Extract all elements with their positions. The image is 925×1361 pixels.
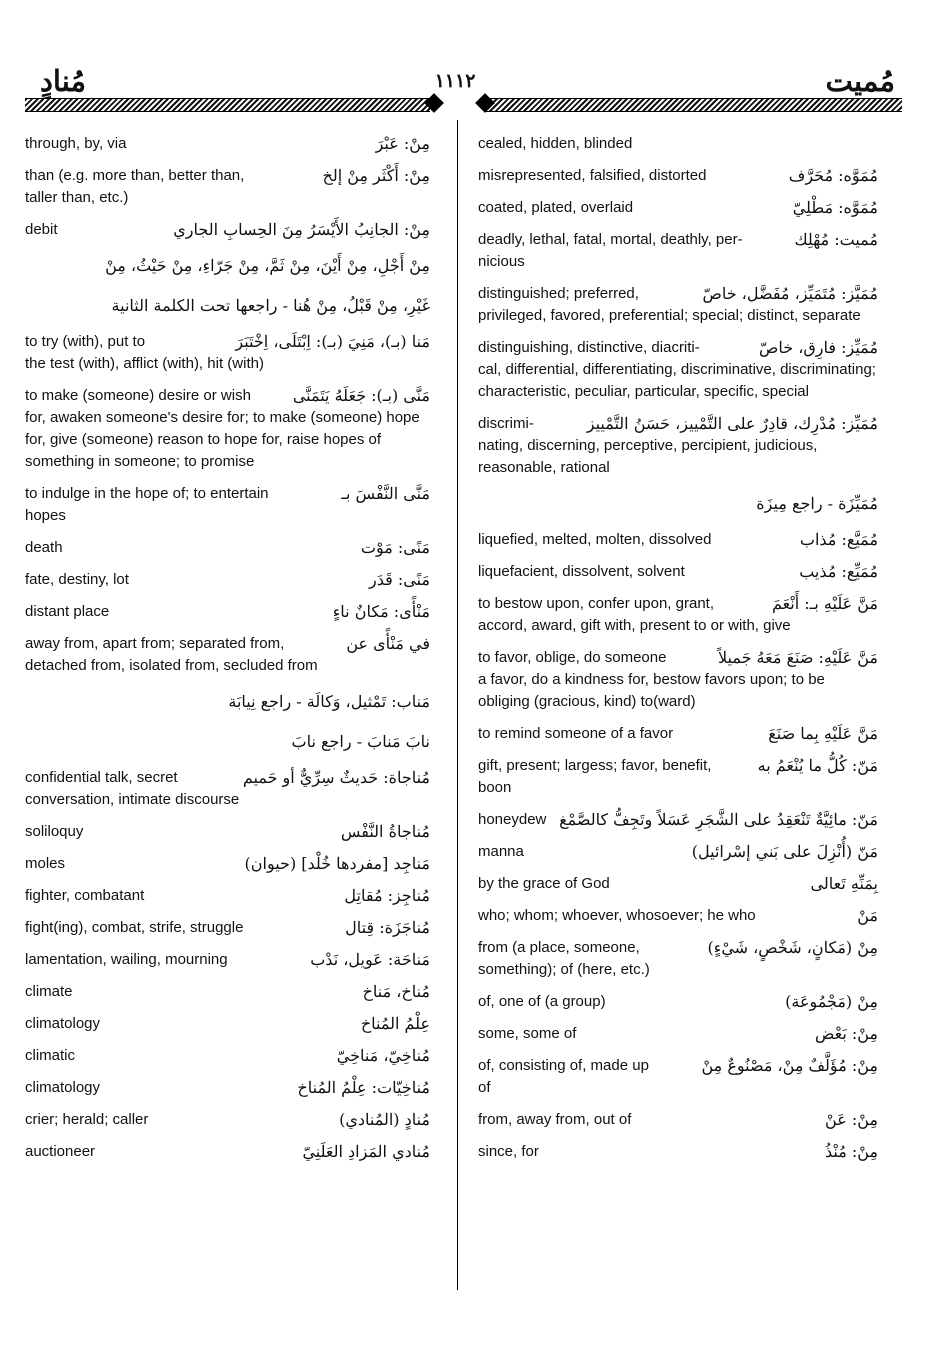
right-headword: مُميت: [825, 64, 895, 98]
dictionary-entry: [25, 687, 430, 717]
english-definition: climate: [25, 983, 73, 1000]
dictionary-entry: [25, 727, 430, 757]
dictionary-entry: [478, 723, 878, 745]
entry-row: [478, 647, 878, 669]
dictionary-entry: [478, 873, 878, 895]
entry-row: [478, 937, 878, 959]
dictionary-entry: [25, 1013, 430, 1035]
english-definition: since, for: [478, 1143, 539, 1160]
english-definition: cealed, hidden, blinded: [478, 135, 633, 152]
english-definition: deadly, lethal, fatal, mortal, deathly, per-: [478, 231, 743, 248]
dictionary-entry: [25, 537, 430, 559]
arabic-headword: مَنَّ عَلَيْهِ بِما صَنَعَ: [768, 724, 878, 743]
english-definition: to remind someone of a favor: [478, 725, 674, 742]
arabic-headword: مِنْ: مُؤَلَّفٌ مِنْ، مَصْنُوعٌ مِنْ: [701, 1056, 878, 1075]
arabic-headword: مُناخِيّات: عِلْمُ المُناخ: [297, 1078, 430, 1097]
entry-row: [25, 981, 430, 1003]
dictionary-entry: [478, 1055, 878, 1099]
dictionary-entry: [25, 917, 430, 939]
english-definition-continued: a favor, do a kindness for, bestow favors upon; to be obliging (gracious, kind) to(ward): [478, 671, 825, 710]
entry-row: [478, 165, 878, 187]
arabic-headword: مَنْ: [857, 906, 878, 925]
arabic-headword: مَنّ (أُنْزِلَ على بَني إسْرائيل): [691, 842, 878, 861]
entry-row: [478, 133, 878, 155]
arabic-headword: مُمَيِّز: فارِق، خاصّ: [759, 338, 878, 357]
entry-row: [25, 1141, 430, 1163]
entry-row: [25, 1109, 430, 1131]
dictionary-entry: [478, 809, 878, 831]
dictionary-entry: [25, 1109, 430, 1131]
english-definition: through, by, via: [25, 135, 127, 152]
dictionary-entry: [478, 905, 878, 927]
english-definition: by the grace of God: [478, 875, 610, 892]
column-divider: [457, 120, 458, 1290]
entry-row: [25, 483, 430, 505]
english-definition: than (e.g. more than, better than,: [25, 167, 245, 184]
english-definition: crier; herald; caller: [25, 1111, 149, 1128]
dictionary-entry: [25, 821, 430, 843]
arabic-headword: مِنْ: مُنْذُ: [824, 1142, 878, 1161]
arabic-headword: مَنا (بـ)، مَنِيَ (بـ): اِبْتَلَى، اِخْتَبَرَ: [235, 332, 430, 351]
dictionary-entry: [478, 1141, 878, 1163]
english-definition: climatology: [25, 1015, 101, 1032]
dictionary-entry: [478, 489, 878, 519]
english-definition: distinguishing, distinctive, diacriti-: [478, 339, 700, 356]
english-definition: distant place: [25, 603, 110, 620]
arabic-headword: مُناخِيّ، مَناخِيّ: [336, 1046, 430, 1065]
arabic-headword: مُمَيِّز: مُدْرِك، قادِرٌ على التَّمْييز، حَسَنُ التَّمْييز: [586, 414, 878, 433]
english-definition: discrimi-: [478, 415, 534, 432]
entry-row: [478, 283, 878, 305]
english-definition: distinguished; preferred,: [478, 285, 639, 302]
arabic-entry-line: نابَ مَنابَ - راجع نابَ: [291, 732, 430, 751]
entry-row: [478, 1141, 878, 1163]
entry-row: [25, 821, 430, 843]
arabic-headword: في مَنْأًى عن: [346, 634, 430, 653]
dictionary-entry: [25, 949, 430, 971]
entry-row: [478, 723, 878, 745]
english-definition-continued: detached from, isolated from, secluded from: [25, 657, 318, 674]
english-definition: from, away from, out of: [478, 1111, 632, 1128]
english-definition: climatic: [25, 1047, 76, 1064]
english-definition-continued: accord, award, gift with, present to or with, give: [478, 617, 791, 634]
english-definition: from (a place, someone,: [478, 939, 640, 956]
dictionary-entry: [25, 885, 430, 907]
english-definition: manna: [478, 843, 524, 860]
english-definition: fate, destiny, lot: [25, 571, 129, 588]
english-definition: honeydew: [478, 811, 547, 828]
english-definition-continued: conversation, intimate discourse: [25, 791, 240, 808]
arabic-headword: مُمَيَّع: مُذاب: [799, 530, 878, 549]
arabic-headword: مِنْ: عَنْ: [825, 1110, 878, 1129]
entry-row: [478, 337, 878, 359]
dictionary-entry: [25, 1077, 430, 1099]
dictionary-entry: [25, 569, 430, 591]
arabic-headword: مَنَّ عَلَيْهِ بـ: أَنْعَمَ: [771, 594, 878, 613]
english-definition-continued: taller than, etc.): [25, 189, 129, 206]
dictionary-entry: [25, 853, 430, 875]
entry-row: [478, 561, 878, 583]
dictionary-entry: [25, 251, 430, 281]
dictionary-entry: [25, 767, 430, 811]
dictionary-entry: [478, 413, 878, 479]
dictionary-entry: [478, 561, 878, 583]
arabic-headword: مُناجَزَة: قِتال: [345, 918, 430, 937]
arabic-headword: مَنَّى (بـ): جَعَلَهُ يَتَمَنَّى: [292, 386, 430, 405]
arabic-headword: مَنَّى النَّفْسَ بـ: [341, 484, 430, 503]
english-definition: to try (with), put to: [25, 333, 146, 350]
entry-row: [25, 1077, 430, 1099]
arabic-headword: مَنّ: مائِيَّةٌ تَنْعَقِدُ على الشَّجَرِ عَسَلاً وتَجِفُّ كالصَّمْغ: [559, 810, 878, 829]
english-definition: soliloquy: [25, 823, 84, 840]
entry-row: [25, 537, 430, 559]
entry-row: [478, 1023, 878, 1045]
english-definition: fighter, combatant: [25, 887, 145, 904]
header-ornament-right: [484, 98, 902, 112]
english-definition: lamentation, wailing, mourning: [25, 951, 228, 968]
page-number: ١١١٢: [434, 70, 476, 92]
dictionary-entry: [25, 483, 430, 527]
dictionary-entry: [478, 991, 878, 1013]
arabic-headword: مِنْ: أَكْثَر مِنْ إلخ: [322, 166, 430, 185]
arabic-headword: مُمَوَّه: مُحَرَّف: [788, 166, 878, 185]
dictionary-entry: [25, 633, 430, 677]
english-definition: confidential talk, secret: [25, 769, 178, 786]
entry-row: [478, 229, 878, 251]
arabic-headword: مُنادي المَزادِ العَلَنِيّ: [302, 1142, 430, 1161]
entry-row: [25, 165, 430, 187]
entry-row: [25, 949, 430, 971]
arabic-headword: مَناحَة: عَويل، نَدْب: [310, 950, 430, 969]
entry-row: [25, 917, 430, 939]
entry-row: [478, 809, 878, 831]
arabic-headword: مُمَوَّه: مَطْلِيّ: [792, 198, 878, 217]
entry-row: [478, 755, 878, 777]
entry-row: [25, 1045, 430, 1067]
entry-row: [25, 569, 430, 591]
dictionary-entry: [478, 647, 878, 713]
dictionary-entry: [478, 229, 878, 273]
arabic-headword: مَنْأًى: مَكانٌ ناءٍ: [332, 602, 430, 621]
arabic-entry-line: مَناب: تَمْثيل، وَكالَة - راجع نِيابَة: [228, 692, 430, 711]
dictionary-entry: [478, 133, 878, 155]
dictionary-entry: [25, 1141, 430, 1163]
arabic-entry-line: غَيْرِ، مِنْ قَبْلُ، مِنْ هُنا - راجعها تحت الكلمة الثانية: [111, 296, 430, 315]
english-definition: who; whom; whoever, whosoever; he who: [478, 907, 756, 924]
english-definition-continued: cal, differential, differentiating, discriminative, discriminating; characteristic, peculiar, particular, specific, special: [478, 361, 876, 400]
dictionary-entry: [25, 165, 430, 209]
english-definition-continued: boon: [478, 779, 512, 796]
english-definition: debit: [25, 221, 58, 238]
arabic-headword: مِنْ: الجانِبُ الأَيْسَرُ مِنَ الحِسابِ الجاري: [173, 220, 430, 239]
entry-row: [25, 1013, 430, 1035]
arabic-headword: مِنْ (مَكانٍ، شَخْصٍ، شَيْءٍ): [707, 938, 878, 957]
entry-row: [25, 767, 430, 789]
english-definition: liquefied, melted, molten, dissolved: [478, 531, 712, 548]
dictionary-entry: [478, 529, 878, 551]
english-definition: moles: [25, 855, 66, 872]
dictionary-entry: [478, 937, 878, 981]
entry-row: [25, 133, 430, 155]
english-definition: misrepresented, falsified, distorted: [478, 167, 707, 184]
english-definition: death: [25, 539, 63, 556]
arabic-headword: مَنّ: كُلُّ ما يُنْعَمُ به: [757, 756, 878, 775]
english-definition-continued: something); of (here, etc.): [478, 961, 650, 978]
english-definition: auctioneer: [25, 1143, 96, 1160]
arabic-headword: مِنْ (مَجْمُوعَة): [785, 992, 878, 1011]
entry-row: [25, 853, 430, 875]
dictionary-entry: [25, 1045, 430, 1067]
english-definition: liquefacient, dissolvent, solvent: [478, 563, 685, 580]
arabic-headword: مُناجاة: حَديثٌ سِرِّيٌّ أو حَميم: [242, 768, 430, 787]
english-definition-continued: hopes: [25, 507, 66, 524]
entry-row: [25, 385, 430, 407]
dictionary-entry: [25, 133, 430, 155]
entry-row: [478, 1109, 878, 1131]
header-ornament-left: [25, 98, 430, 112]
arabic-headword: مَناجِد [مفردها خُلْد] (حيوان): [244, 854, 430, 873]
entry-row: [478, 905, 878, 927]
entry-row: [478, 1055, 878, 1077]
dictionary-entry: [478, 841, 878, 863]
arabic-headword: مُمَيِّع: مُذيب: [799, 562, 878, 581]
entry-row: [478, 841, 878, 863]
arabic-headword: مَنًى: قَدَر: [369, 570, 430, 589]
english-definition-continued: of: [478, 1079, 491, 1096]
arabic-headword: مُناجاةُ النَّفْس: [340, 822, 430, 841]
left-column: [25, 133, 430, 1173]
english-definition: to favor, oblige, do someone: [478, 649, 667, 666]
entry-row: [478, 873, 878, 895]
dictionary-entry: [478, 1109, 878, 1131]
english-definition: of, one of (a group): [478, 993, 606, 1010]
english-definition: away from, apart from; separated from,: [25, 635, 285, 652]
english-definition-continued: the test (with), afflict (with), hit (with): [25, 355, 264, 372]
arabic-headword: مُناجِز: مُقاتِل: [344, 886, 430, 905]
english-definition: climatology: [25, 1079, 101, 1096]
dictionary-entry: [478, 593, 878, 637]
page-header: [0, 62, 925, 112]
left-headword: مُنادٍ: [40, 64, 87, 98]
arabic-headword: مَنَّ عَلَيْهِ: صَنَعَ مَعَهُ جَميلاً: [717, 648, 878, 667]
entry-row: [478, 991, 878, 1013]
entry-row: [25, 331, 430, 353]
entry-row: [478, 197, 878, 219]
english-definition-continued: for, awaken someone's desire for; to make (someone) hope for, give (someone) reason to hope for, raise hopes of something in someone; to promise: [25, 409, 420, 470]
dictionary-entry: [478, 755, 878, 799]
entry-row: [25, 885, 430, 907]
dictionary-entry: [25, 291, 430, 321]
arabic-entry-line: مُمَيِّزَة - راجع مِيزَة: [756, 494, 878, 513]
dictionary-entry: [25, 219, 430, 241]
arabic-entry-line: مِنْ أَجْلِ، مِنْ أَيْنَ، مِنْ ثَمَّ، مِنْ جَرّاءِ، مِنْ حَيْثُ، مِنْ: [105, 256, 430, 275]
right-column: [478, 133, 878, 1173]
dictionary-entry: [478, 197, 878, 219]
arabic-headword: مِنْ: بَعْض: [815, 1024, 878, 1043]
dictionary-entry: [25, 601, 430, 623]
entry-row: [25, 633, 430, 655]
dictionary-entry: [478, 337, 878, 403]
arabic-headword: عِلْمُ المُناخ: [360, 1014, 430, 1033]
dictionary-entry: [25, 385, 430, 473]
dictionary-entry: [25, 981, 430, 1003]
dictionary-entry: [478, 1023, 878, 1045]
english-definition-continued: nating, discerning, perceptive, percipient, judicious, reasonable, rational: [478, 437, 818, 476]
english-definition: gift, present; largess; favor, benefit,: [478, 757, 712, 774]
dictionary-entry: [25, 331, 430, 375]
entry-row: [25, 219, 430, 241]
entry-row: [478, 413, 878, 435]
dictionary-entry: [478, 283, 878, 327]
entry-row: [478, 593, 878, 615]
english-definition: coated, plated, overlaid: [478, 199, 634, 216]
arabic-headword: مُمَيَّز: مُتَمَيِّز، مُفَضَّل، خاصّ: [702, 284, 878, 303]
arabic-headword: مِنْ: عَبْرَ: [375, 134, 430, 153]
english-definition: some, some of: [478, 1025, 577, 1042]
english-definition: to bestow upon, confer upon, grant,: [478, 595, 714, 612]
english-definition-continued: nicious: [478, 253, 525, 270]
arabic-headword: مُنادٍ (المُنادي): [339, 1110, 430, 1129]
english-definition: of, consisting of, made up: [478, 1057, 649, 1074]
english-definition: fight(ing), combat, strife, struggle: [25, 919, 244, 936]
dictionary-entry: [478, 165, 878, 187]
entry-row: [25, 601, 430, 623]
entry-row: [478, 529, 878, 551]
english-definition-continued: privileged, favored, preferential; special; distinct, separate: [478, 307, 861, 324]
english-definition: to indulge in the hope of; to entertain: [25, 485, 269, 502]
arabic-headword: مُميت: مُهْلِك: [794, 230, 878, 249]
arabic-headword: مُناخ، مَناخ: [362, 982, 430, 1001]
arabic-headword: بِمَنِّهِ تَعالى: [810, 874, 878, 893]
arabic-headword: مَنًى: مَوْت: [360, 538, 430, 557]
english-definition: to make (someone) desire or wish: [25, 387, 251, 404]
